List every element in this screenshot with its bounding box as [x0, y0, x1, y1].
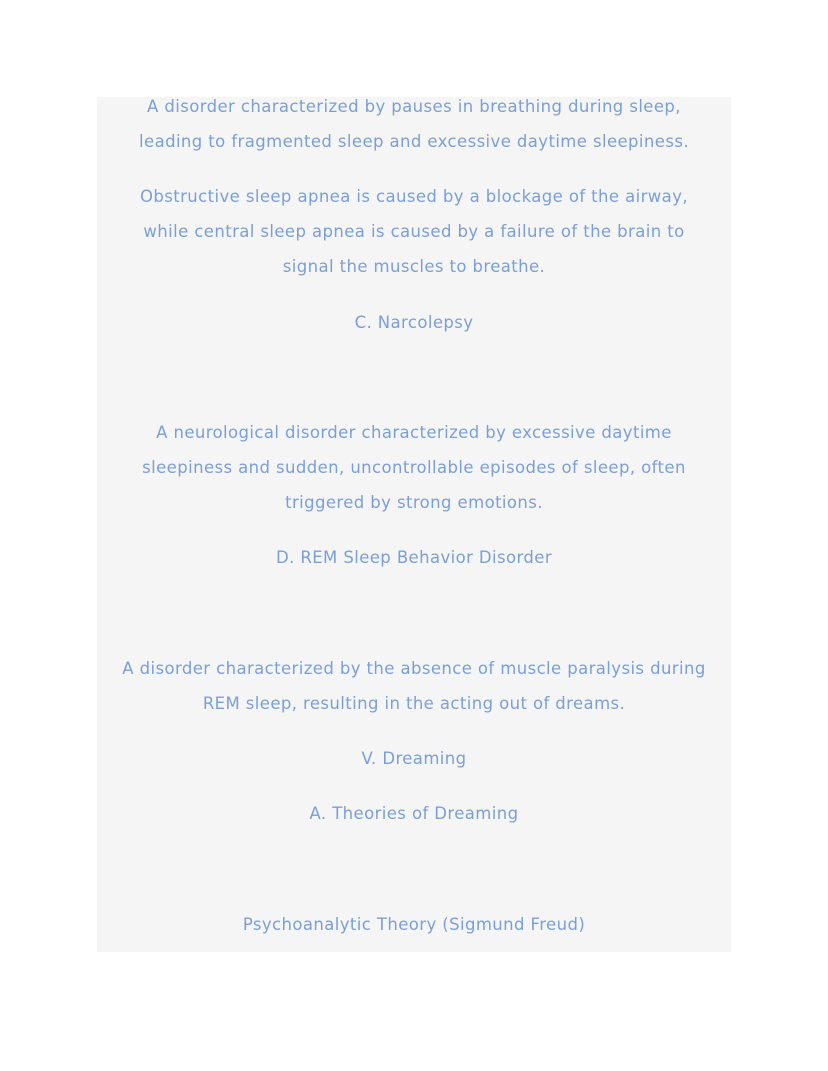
- heading-rem-sleep-behavior-disorder: D. REM Sleep Behavior Disorder: [275, 548, 553, 567]
- sleep-apnea-definition-line-2: leading to fragmented sleep and excessive daytime sleepiness.: [139, 132, 689, 151]
- apnea-types-line-1: Obstructive sleep apnea is caused by a blockage of the airway,: [139, 187, 688, 206]
- apnea-types-line-2: while central sleep apnea is caused by a failure of the brain to: [143, 222, 685, 241]
- document-panel: [97, 97, 731, 952]
- heading-narcolepsy: C. Narcolepsy: [354, 313, 474, 332]
- apnea-types-line-3: signal the muscles to breathe.: [282, 257, 546, 276]
- rbd-definition-line-1: A disorder characterized by the absence of muscle paralysis during: [122, 659, 706, 678]
- heading-psychoanalytic-theory: Psychoanalytic Theory (Sigmund Freud): [242, 915, 586, 934]
- rbd-definition-line-2: REM sleep, resulting in the acting out of dreams.: [202, 694, 626, 713]
- heading-dreaming: V. Dreaming: [361, 749, 467, 768]
- narcolepsy-definition-line-3: triggered by strong emotions.: [285, 493, 543, 512]
- narcolepsy-definition-line-2: sleepiness and sudden, uncontrollable episodes of sleep, often: [142, 458, 686, 477]
- sleep-apnea-definition-line-1: A disorder characterized by pauses in breathing during sleep,: [147, 97, 681, 116]
- heading-theories-of-dreaming: A. Theories of Dreaming: [309, 804, 519, 823]
- narcolepsy-definition-line-1: A neurological disorder characterized by excessive daytime: [156, 423, 672, 442]
